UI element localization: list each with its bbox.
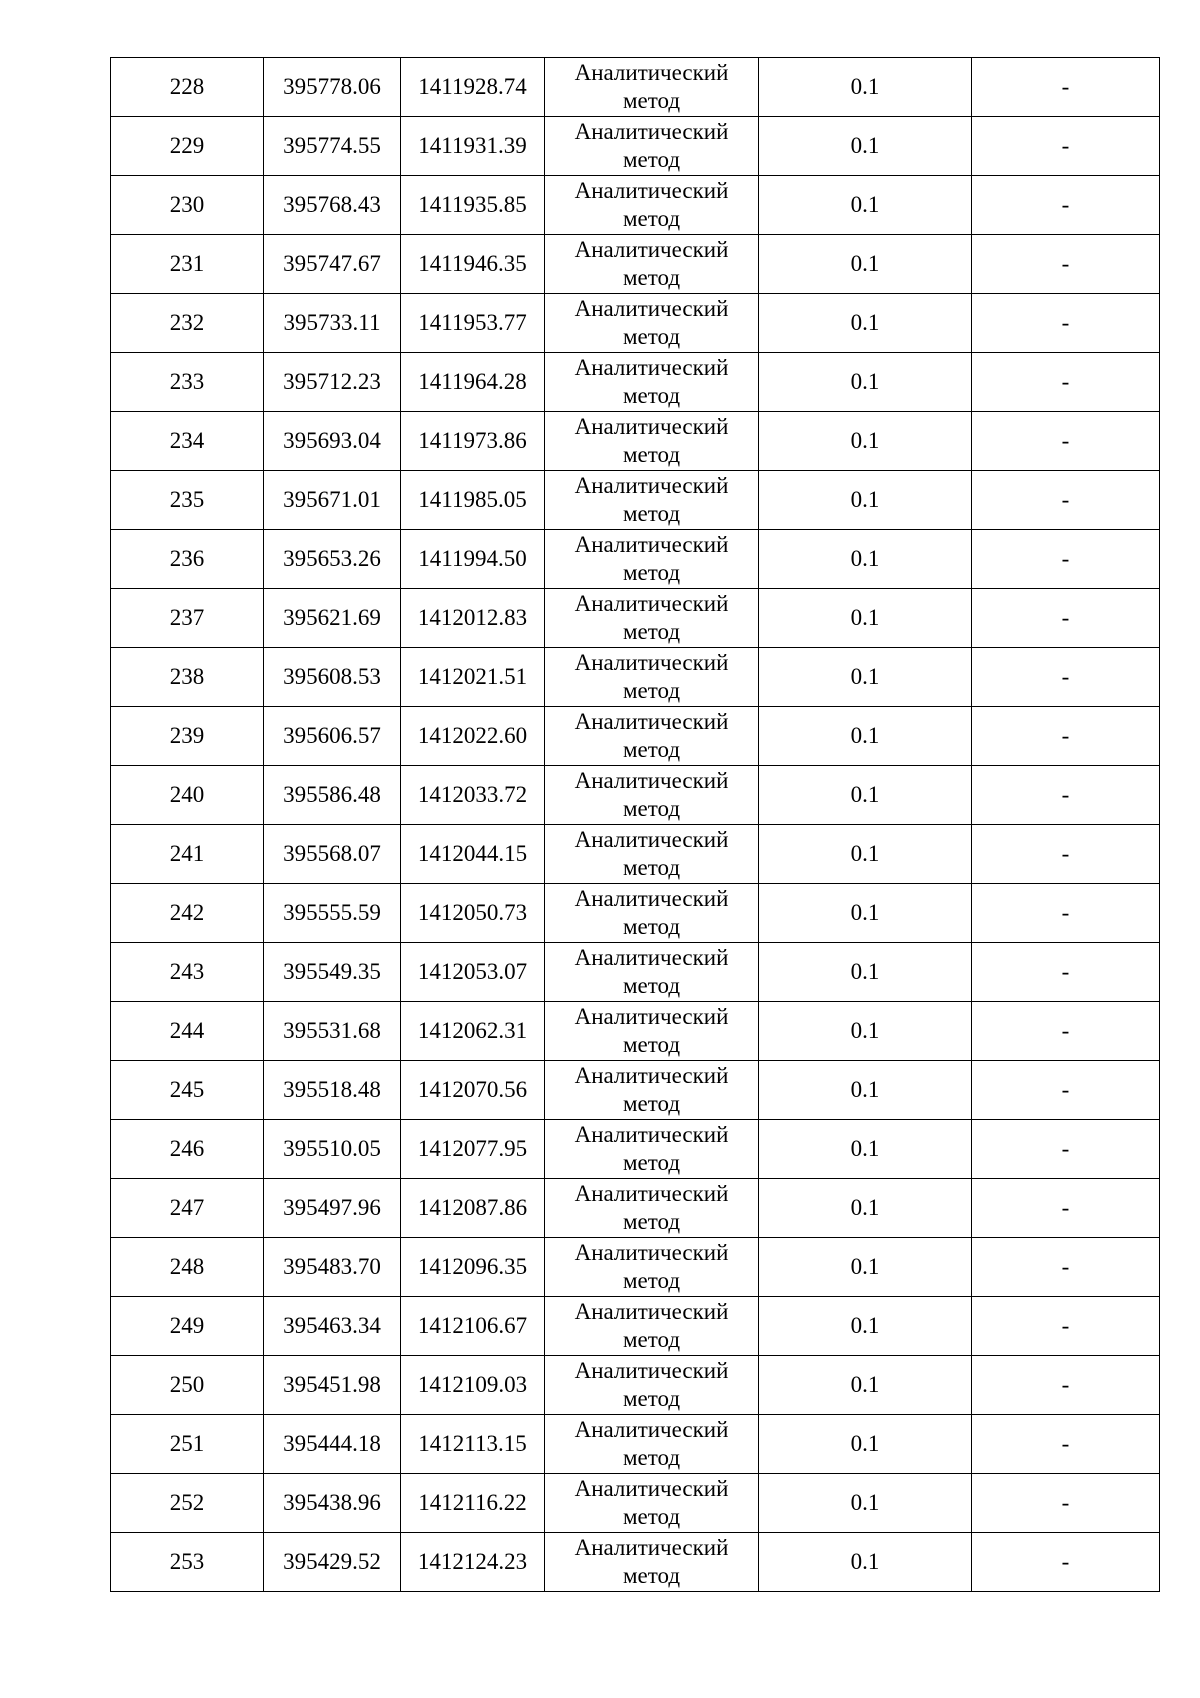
- y-coordinate-cell: 1412087.86: [401, 1179, 545, 1238]
- y-coordinate-cell: 1412021.51: [401, 648, 545, 707]
- y-coordinate-cell: 1411994.50: [401, 530, 545, 589]
- method-line-1: Аналитический: [574, 1181, 729, 1206]
- method-cell: [545, 176, 759, 235]
- method-line-1: Аналитический: [574, 1417, 729, 1442]
- x-coordinate-cell: 395438.96: [264, 1474, 401, 1533]
- x-coordinate-cell: 395429.52: [264, 1533, 401, 1592]
- method-line-1: Аналитический: [574, 1358, 729, 1383]
- note-cell: -: [972, 943, 1160, 1002]
- accuracy-cell: 0.1: [759, 1238, 972, 1297]
- method-cell: [545, 471, 759, 530]
- note-cell: -: [972, 1179, 1160, 1238]
- x-coordinate-cell: 395606.57: [264, 707, 401, 766]
- method-line-2: метод: [622, 1386, 681, 1411]
- accuracy-cell: 0.1: [759, 943, 972, 1002]
- point-number-cell: 245: [111, 1061, 264, 1120]
- x-coordinate-cell: 395451.98: [264, 1356, 401, 1415]
- method-line-2: метод: [622, 442, 681, 467]
- y-coordinate-cell: 1412116.22: [401, 1474, 545, 1533]
- method-line-1: Аналитический: [574, 1476, 729, 1501]
- method-line-1: Аналитический: [574, 473, 729, 498]
- method-line-2: метод: [622, 1504, 681, 1529]
- x-coordinate-cell: 395510.05: [264, 1120, 401, 1179]
- y-coordinate-cell: 1411946.35: [401, 235, 545, 294]
- table-row: [111, 1474, 1160, 1533]
- note-cell: -: [972, 825, 1160, 884]
- point-number-cell: 237: [111, 589, 264, 648]
- note-cell: -: [972, 58, 1160, 117]
- accuracy-cell: 0.1: [759, 117, 972, 176]
- accuracy-cell: 0.1: [759, 235, 972, 294]
- table-row: [111, 943, 1160, 1002]
- point-number-cell: 234: [111, 412, 264, 471]
- point-number-cell: 243: [111, 943, 264, 1002]
- note-cell: -: [972, 1061, 1160, 1120]
- y-coordinate-cell: 1412044.15: [401, 825, 545, 884]
- method-line-1: Аналитический: [574, 1299, 729, 1324]
- y-coordinate-cell: 1411964.28: [401, 353, 545, 412]
- accuracy-cell: 0.1: [759, 471, 972, 530]
- accuracy-cell: 0.1: [759, 412, 972, 471]
- table-row: [111, 1179, 1160, 1238]
- method-line-1: Аналитический: [574, 1122, 729, 1147]
- point-number-cell: 244: [111, 1002, 264, 1061]
- y-coordinate-cell: 1412062.31: [401, 1002, 545, 1061]
- accuracy-cell: 0.1: [759, 1415, 972, 1474]
- table-row: [111, 1061, 1160, 1120]
- method-line-1: Аналитический: [574, 60, 729, 85]
- method-line-1: Аналитический: [574, 827, 729, 852]
- method-line-1: Аналитический: [574, 237, 729, 262]
- method-line-2: метод: [622, 147, 681, 172]
- method-cell: [545, 58, 759, 117]
- accuracy-cell: 0.1: [759, 530, 972, 589]
- method-cell: [545, 884, 759, 943]
- note-cell: -: [972, 1474, 1160, 1533]
- method-cell: [545, 825, 759, 884]
- table-row: [111, 58, 1160, 117]
- x-coordinate-cell: 395549.35: [264, 943, 401, 1002]
- x-coordinate-cell: 395621.69: [264, 589, 401, 648]
- accuracy-cell: 0.1: [759, 1002, 972, 1061]
- accuracy-cell: 0.1: [759, 1120, 972, 1179]
- method-cell: [545, 766, 759, 825]
- method-line-1: Аналитический: [574, 178, 729, 203]
- note-cell: -: [972, 471, 1160, 530]
- table-row: [111, 766, 1160, 825]
- point-number-cell: 242: [111, 884, 264, 943]
- table-row: [111, 294, 1160, 353]
- x-coordinate-cell: 395671.01: [264, 471, 401, 530]
- table-row: [111, 1120, 1160, 1179]
- accuracy-cell: 0.1: [759, 825, 972, 884]
- y-coordinate-cell: 1412113.15: [401, 1415, 545, 1474]
- method-line-1: Аналитический: [574, 945, 729, 970]
- note-cell: -: [972, 1533, 1160, 1592]
- table-row: [111, 1533, 1160, 1592]
- point-number-cell: 231: [111, 235, 264, 294]
- method-line-2: метод: [622, 619, 681, 644]
- point-number-cell: 248: [111, 1238, 264, 1297]
- y-coordinate-cell: 1412050.73: [401, 884, 545, 943]
- y-coordinate-cell: 1412053.07: [401, 943, 545, 1002]
- method-line-2: метод: [622, 1563, 681, 1588]
- table-row: [111, 884, 1160, 943]
- method-cell: [545, 707, 759, 766]
- point-number-cell: 250: [111, 1356, 264, 1415]
- table-row: [111, 471, 1160, 530]
- method-line-1: Аналитический: [574, 119, 729, 144]
- note-cell: -: [972, 176, 1160, 235]
- method-line-2: метод: [622, 1091, 681, 1116]
- table-row: [111, 707, 1160, 766]
- method-cell: [545, 1061, 759, 1120]
- note-cell: -: [972, 648, 1160, 707]
- method-line-1: Аналитический: [574, 591, 729, 616]
- x-coordinate-cell: 395774.55: [264, 117, 401, 176]
- x-coordinate-cell: 395693.04: [264, 412, 401, 471]
- y-coordinate-cell: 1411973.86: [401, 412, 545, 471]
- y-coordinate-cell: 1411928.74: [401, 58, 545, 117]
- table-row: [111, 825, 1160, 884]
- method-line-1: Аналитический: [574, 1535, 729, 1560]
- note-cell: -: [972, 884, 1160, 943]
- point-number-cell: 238: [111, 648, 264, 707]
- table-row: [111, 117, 1160, 176]
- method-line-2: метод: [622, 206, 681, 231]
- coordinates-table: [110, 57, 1160, 1592]
- x-coordinate-cell: 395608.53: [264, 648, 401, 707]
- accuracy-cell: 0.1: [759, 1179, 972, 1238]
- x-coordinate-cell: 395778.06: [264, 58, 401, 117]
- point-number-cell: 229: [111, 117, 264, 176]
- method-line-2: метод: [622, 265, 681, 290]
- method-line-2: метод: [622, 1209, 681, 1234]
- method-line-1: Аналитический: [574, 709, 729, 734]
- point-number-cell: 246: [111, 1120, 264, 1179]
- method-line-2: метод: [622, 855, 681, 880]
- point-number-cell: 252: [111, 1474, 264, 1533]
- method-line-1: Аналитический: [574, 355, 729, 380]
- table-row: [111, 176, 1160, 235]
- method-line-1: Аналитический: [574, 886, 729, 911]
- method-line-2: метод: [622, 1268, 681, 1293]
- y-coordinate-cell: 1412012.83: [401, 589, 545, 648]
- method-line-2: метод: [622, 914, 681, 939]
- method-cell: [545, 1533, 759, 1592]
- note-cell: -: [972, 1297, 1160, 1356]
- accuracy-cell: 0.1: [759, 589, 972, 648]
- point-number-cell: 240: [111, 766, 264, 825]
- method-line-1: Аналитический: [574, 1004, 729, 1029]
- note-cell: -: [972, 1002, 1160, 1061]
- method-cell: [545, 1179, 759, 1238]
- x-coordinate-cell: 395768.43: [264, 176, 401, 235]
- table-row: [111, 589, 1160, 648]
- method-line-2: метод: [622, 1150, 681, 1175]
- point-number-cell: 241: [111, 825, 264, 884]
- y-coordinate-cell: 1412070.56: [401, 1061, 545, 1120]
- point-number-cell: 247: [111, 1179, 264, 1238]
- point-number-cell: 235: [111, 471, 264, 530]
- method-cell: [545, 1474, 759, 1533]
- note-cell: -: [972, 589, 1160, 648]
- method-line-1: Аналитический: [574, 532, 729, 557]
- method-line-2: метод: [622, 560, 681, 585]
- method-cell: [545, 1356, 759, 1415]
- method-line-2: метод: [622, 973, 681, 998]
- method-line-2: метод: [622, 1327, 681, 1352]
- method-cell: [545, 1297, 759, 1356]
- y-coordinate-cell: 1411953.77: [401, 294, 545, 353]
- note-cell: -: [972, 1356, 1160, 1415]
- x-coordinate-cell: 395747.67: [264, 235, 401, 294]
- table-row: [111, 1356, 1160, 1415]
- y-coordinate-cell: 1412033.72: [401, 766, 545, 825]
- y-coordinate-cell: 1412124.23: [401, 1533, 545, 1592]
- x-coordinate-cell: 395733.11: [264, 294, 401, 353]
- method-cell: [545, 294, 759, 353]
- accuracy-cell: 0.1: [759, 766, 972, 825]
- table-row: [111, 648, 1160, 707]
- table-row: [111, 412, 1160, 471]
- method-line-1: Аналитический: [574, 296, 729, 321]
- x-coordinate-cell: 395463.34: [264, 1297, 401, 1356]
- x-coordinate-cell: 395568.07: [264, 825, 401, 884]
- method-cell: [545, 1120, 759, 1179]
- note-cell: -: [972, 1120, 1160, 1179]
- method-line-2: метод: [622, 1032, 681, 1057]
- accuracy-cell: 0.1: [759, 707, 972, 766]
- accuracy-cell: 0.1: [759, 1061, 972, 1120]
- point-number-cell: 228: [111, 58, 264, 117]
- note-cell: -: [972, 1415, 1160, 1474]
- y-coordinate-cell: 1412077.95: [401, 1120, 545, 1179]
- note-cell: -: [972, 353, 1160, 412]
- point-number-cell: 239: [111, 707, 264, 766]
- method-line-2: метод: [622, 501, 681, 526]
- y-coordinate-cell: 1412106.67: [401, 1297, 545, 1356]
- point-number-cell: 230: [111, 176, 264, 235]
- method-cell: [545, 353, 759, 412]
- note-cell: -: [972, 117, 1160, 176]
- point-number-cell: 232: [111, 294, 264, 353]
- accuracy-cell: 0.1: [759, 176, 972, 235]
- accuracy-cell: 0.1: [759, 1356, 972, 1415]
- point-number-cell: 251: [111, 1415, 264, 1474]
- x-coordinate-cell: 395518.48: [264, 1061, 401, 1120]
- x-coordinate-cell: 395531.68: [264, 1002, 401, 1061]
- method-line-2: метод: [622, 88, 681, 113]
- method-cell: [545, 589, 759, 648]
- x-coordinate-cell: 395497.96: [264, 1179, 401, 1238]
- note-cell: -: [972, 707, 1160, 766]
- x-coordinate-cell: 395653.26: [264, 530, 401, 589]
- point-number-cell: 236: [111, 530, 264, 589]
- table-row: [111, 530, 1160, 589]
- accuracy-cell: 0.1: [759, 884, 972, 943]
- table-row: [111, 1297, 1160, 1356]
- method-cell: [545, 1415, 759, 1474]
- method-cell: [545, 1238, 759, 1297]
- table-row: [111, 1002, 1160, 1061]
- y-coordinate-cell: 1412109.03: [401, 1356, 545, 1415]
- accuracy-cell: 0.1: [759, 294, 972, 353]
- method-line-2: метод: [622, 1445, 681, 1470]
- method-line-2: метод: [622, 324, 681, 349]
- y-coordinate-cell: 1411931.39: [401, 117, 545, 176]
- table-row: [111, 1238, 1160, 1297]
- x-coordinate-cell: 395555.59: [264, 884, 401, 943]
- method-line-1: Аналитический: [574, 650, 729, 675]
- method-cell: [545, 943, 759, 1002]
- accuracy-cell: 0.1: [759, 1474, 972, 1533]
- y-coordinate-cell: 1411985.05: [401, 471, 545, 530]
- note-cell: -: [972, 235, 1160, 294]
- x-coordinate-cell: 395444.18: [264, 1415, 401, 1474]
- method-cell: [545, 412, 759, 471]
- method-cell: [545, 648, 759, 707]
- note-cell: -: [972, 766, 1160, 825]
- y-coordinate-cell: 1411935.85: [401, 176, 545, 235]
- x-coordinate-cell: 395483.70: [264, 1238, 401, 1297]
- method-line-2: метод: [622, 383, 681, 408]
- method-cell: [545, 117, 759, 176]
- method-line-1: Аналитический: [574, 768, 729, 793]
- method-line-1: Аналитический: [574, 1240, 729, 1265]
- method-line-1: Аналитический: [574, 414, 729, 439]
- note-cell: -: [972, 530, 1160, 589]
- accuracy-cell: 0.1: [759, 58, 972, 117]
- point-number-cell: 233: [111, 353, 264, 412]
- method-cell: [545, 1002, 759, 1061]
- method-line-1: Аналитический: [574, 1063, 729, 1088]
- table-row: [111, 1415, 1160, 1474]
- accuracy-cell: 0.1: [759, 648, 972, 707]
- point-number-cell: 253: [111, 1533, 264, 1592]
- accuracy-cell: 0.1: [759, 1533, 972, 1592]
- point-number-cell: 249: [111, 1297, 264, 1356]
- note-cell: -: [972, 412, 1160, 471]
- method-line-2: метод: [622, 737, 681, 762]
- table-row: [111, 353, 1160, 412]
- accuracy-cell: 0.1: [759, 1297, 972, 1356]
- method-cell: [545, 530, 759, 589]
- x-coordinate-cell: 395586.48: [264, 766, 401, 825]
- note-cell: -: [972, 294, 1160, 353]
- method-line-2: метод: [622, 678, 681, 703]
- note-cell: -: [972, 1238, 1160, 1297]
- y-coordinate-cell: 1412096.35: [401, 1238, 545, 1297]
- x-coordinate-cell: 395712.23: [264, 353, 401, 412]
- accuracy-cell: 0.1: [759, 353, 972, 412]
- y-coordinate-cell: 1412022.60: [401, 707, 545, 766]
- table-row: [111, 235, 1160, 294]
- table-body: [111, 58, 1160, 1592]
- method-cell: [545, 235, 759, 294]
- method-line-2: метод: [622, 796, 681, 821]
